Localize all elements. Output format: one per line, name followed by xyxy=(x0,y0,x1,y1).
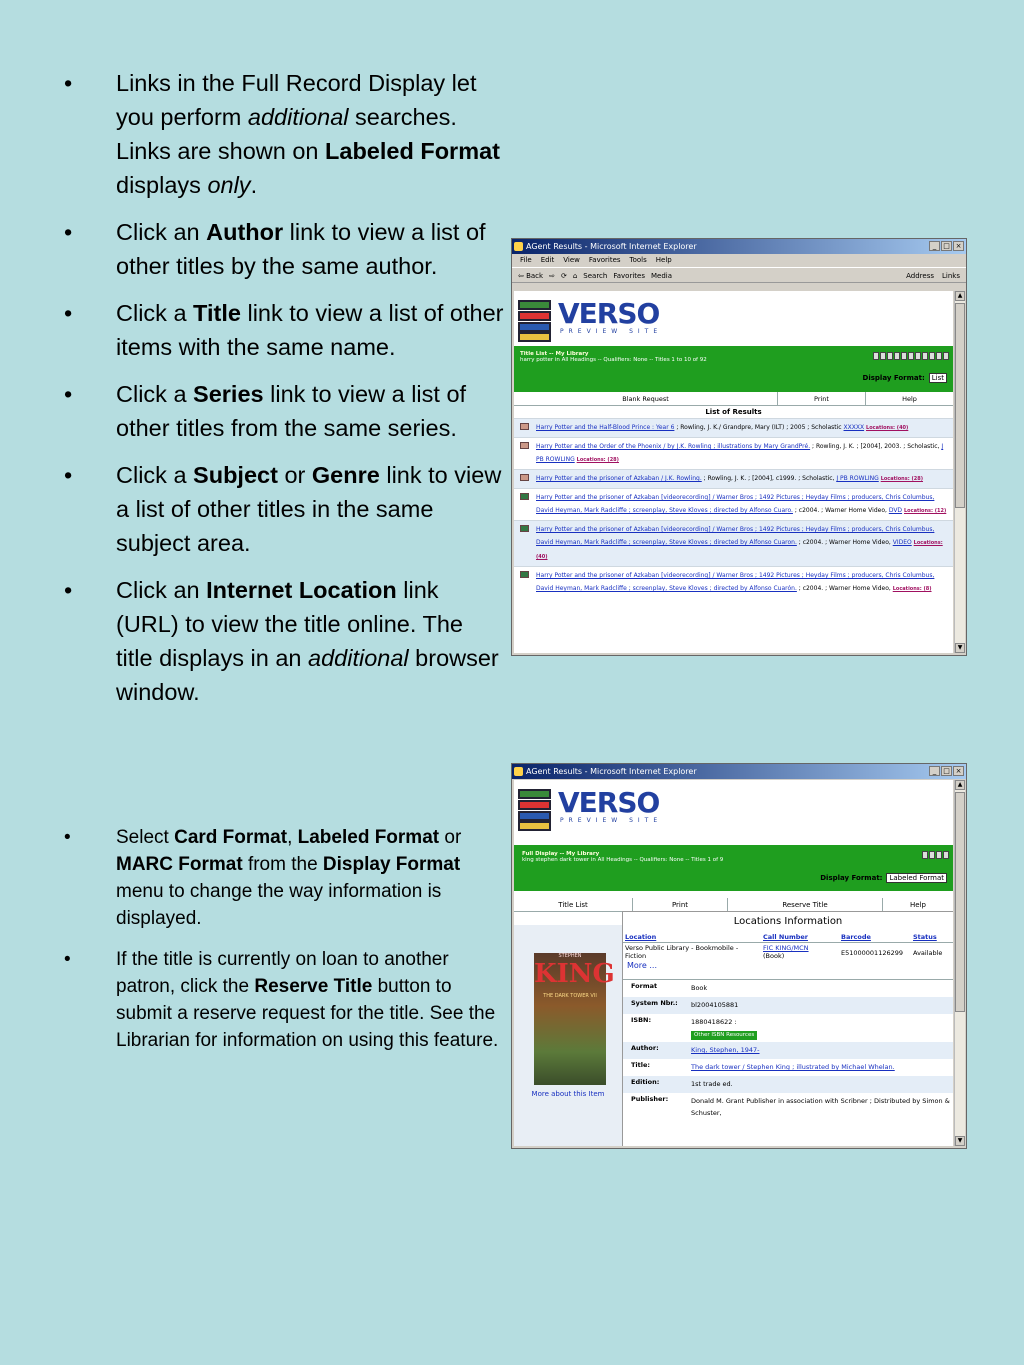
back-button[interactable]: ⇦ Back xyxy=(518,272,544,280)
logo-subtitle: PREVIEW SITE xyxy=(560,328,663,335)
field-value: bl2004105881 xyxy=(691,1001,739,1009)
result-details: ; c2004. ; Warner Home Video, xyxy=(792,507,889,514)
bullet-text: If the title is currently on loan to another patron, click the xyxy=(116,949,449,997)
help-button[interactable]: Help xyxy=(902,395,917,403)
bullet-item xyxy=(64,458,504,560)
field-label: ISBN: xyxy=(631,1016,652,1024)
status-cell: Available xyxy=(913,949,943,957)
books-icon xyxy=(518,789,551,831)
bullet-emphasis: only xyxy=(207,172,251,198)
bullet-text: browser window. xyxy=(116,645,499,705)
field-value-cell xyxy=(691,1078,953,1091)
bullet-text: Select xyxy=(116,827,175,848)
header-line1: Title List -- My Library xyxy=(520,351,589,357)
bullet-text: link to view a list of other titles from the same series. xyxy=(116,381,467,441)
format-bullet-list xyxy=(64,824,504,1068)
call-number-link[interactable]: DVD xyxy=(888,507,903,514)
call-number-cell xyxy=(761,943,839,962)
page-content xyxy=(514,291,953,653)
verso-logo xyxy=(514,780,953,835)
field-row xyxy=(623,980,953,997)
ie-icon xyxy=(514,767,523,776)
display-format-label: Display Format: xyxy=(862,374,925,382)
bullet-emphasis: additional xyxy=(308,645,409,671)
menu-help[interactable]: Help xyxy=(655,256,672,264)
action-bar xyxy=(514,392,953,406)
field-row xyxy=(623,1042,953,1059)
field-row xyxy=(623,1093,953,1121)
bullet-text: Click a xyxy=(116,381,194,407)
bullet-emphasis: Card Format xyxy=(174,827,288,848)
title-link[interactable]: Harry Potter and the prisoner of Azkaban [videorecording] / Warner Bros ; 1492 Pictures ; Heyday Films ; producers, Chris Columbus, David Heyman, Mark Radcliffe ; screenplay, Steve Kloves ; directed by Alfonso Cuaron. xyxy=(536,526,935,546)
menu-edit[interactable]: Edit xyxy=(540,256,555,264)
locations-link[interactable]: Locations: (28) xyxy=(880,476,923,482)
call-number-link[interactable]: VIDEO xyxy=(892,539,912,546)
display-format-label: Display Format: xyxy=(820,874,883,882)
call-number-link[interactable]: J PB ROWLING xyxy=(836,475,879,482)
video-icon xyxy=(520,493,529,500)
col-barcode[interactable]: Barcode xyxy=(839,932,911,943)
locations-link[interactable]: Locations: (28) xyxy=(576,457,619,463)
action-bar xyxy=(514,898,953,912)
record-fields xyxy=(623,979,953,1121)
display-format xyxy=(863,373,947,383)
back-label: Back xyxy=(526,272,544,280)
bullet-emphasis: Subject xyxy=(193,462,278,488)
bullet-emphasis: Internet Location xyxy=(206,577,397,603)
field-value: 1st trade ed. xyxy=(691,1080,733,1088)
call-number-type: (Book) xyxy=(763,952,785,960)
field-value-cell xyxy=(691,1044,953,1057)
close-icon[interactable]: × xyxy=(953,766,964,776)
list-item xyxy=(514,566,953,598)
help-button[interactable]: Help xyxy=(910,901,926,909)
blank-request-button[interactable]: Blank Request xyxy=(514,392,778,405)
col-status[interactable]: Status xyxy=(911,932,953,943)
title-link[interactable]: Harry Potter and the prisoner of Azkaban [videorecording] / Warner Bros ; 1492 Pictures ; Heyday Films ; producers, Chris Columbus, David Heyman, Mark Radcliffe ; screenplay, Steve Kloves ; directed by Alfonso Cuaro. xyxy=(536,494,935,514)
page-content xyxy=(514,780,953,1146)
book-icon xyxy=(520,474,529,481)
bullet-text: Links in the Full Record Display let you perform xyxy=(116,70,477,130)
field-link[interactable]: The dark tower / Stephen King ; illustrated by Michael Whelan. xyxy=(691,1063,895,1071)
bullet-item xyxy=(64,296,504,364)
logo-text: VERSO xyxy=(558,786,660,819)
list-item xyxy=(514,520,953,566)
vertical-scrollbar[interactable]: ▲ ▼ xyxy=(954,780,965,1146)
books-icon xyxy=(518,300,551,342)
field-row xyxy=(623,1014,953,1042)
col-location[interactable]: Location xyxy=(623,932,761,943)
list-item xyxy=(514,488,953,520)
header-line2: harry potter in All Headings -- Qualifiers: None -- Titles 1 to 10 of 92 xyxy=(520,357,707,363)
bullet-emphasis: Labeled Format xyxy=(297,827,440,848)
menu-bar xyxy=(512,254,966,267)
title-link[interactable]: Harry Potter and the Order of the Phoenix / by J.K. Rowling ; illustrations by Mary GrandPré. xyxy=(536,443,811,450)
record-details xyxy=(622,911,953,1146)
bullet-emphasis: Display Format xyxy=(322,854,461,875)
cover-column xyxy=(514,925,622,1146)
bullet-text: , xyxy=(287,827,298,848)
links-label[interactable]: Links xyxy=(942,272,960,280)
results-list xyxy=(514,418,953,598)
bullet-emphasis: Genre xyxy=(311,462,380,488)
header-line2: king stephen dark tower in All Headings -- Qualifiers: None -- Titles 1 of 9 xyxy=(522,857,724,863)
bullet-emphasis: additional xyxy=(247,104,349,130)
field-row xyxy=(623,1076,953,1093)
field-value: Donald M. Grant Publisher in association with Scribner ; Distributed by Simon & Schuster, xyxy=(691,1097,950,1117)
cover-author: STEPHEN xyxy=(558,953,582,959)
media-button[interactable] xyxy=(651,268,672,282)
bullet-text: Click an xyxy=(116,577,207,603)
home-icon[interactable]: ⌂ xyxy=(572,272,578,280)
field-value-cell xyxy=(691,982,953,995)
field-value-cell xyxy=(691,1095,953,1119)
media-label: Media xyxy=(650,272,673,280)
reserve-title-button[interactable]: Reserve Title xyxy=(728,898,883,911)
favorites-button[interactable] xyxy=(613,268,645,282)
bullet-item xyxy=(64,377,504,445)
print-button[interactable]: Print xyxy=(633,898,728,911)
title-link[interactable]: Harry Potter and the prisoner of Azkaban [videorecording] / Warner Bros ; 1492 Pictures ; Heyday Films ; producers, Chris Columbus, David Heyman, Mark Radcliffe ; screenplay, Steve Kloves ; directed by Alfonso Cuarón. xyxy=(536,572,935,592)
window-title: AGent Results - Microsoft Internet Explorer xyxy=(526,242,697,251)
bullet-text: . xyxy=(250,172,258,198)
bullet-item xyxy=(64,573,504,709)
minimize-icon[interactable]: _ xyxy=(929,766,940,776)
book-icon xyxy=(520,442,529,449)
search-label: Search xyxy=(583,272,608,280)
result-details: ; Rowling, J. K./ Grandpre, Mary (ILT) ; 2005 ; Scholastic xyxy=(674,424,844,431)
bullet-text: button to submit a reserve request for the title. See the Librarian for information on using this feature. xyxy=(116,976,499,1051)
field-label: Title: xyxy=(631,1061,651,1069)
browser-toolbar xyxy=(512,267,966,283)
video-icon xyxy=(520,525,529,532)
field-link[interactable]: King, Stephen, 1947- xyxy=(691,1046,760,1054)
locations-title: Locations Information xyxy=(733,916,843,927)
close-icon[interactable]: × xyxy=(953,241,964,251)
barcode-cell: E51000001126299 xyxy=(841,949,904,957)
cover-subtitle: THE DARK TOWER VII xyxy=(543,993,597,999)
ie-icon xyxy=(514,242,523,251)
bullet-text: link (URL) to view the title online. The title displays in an xyxy=(116,577,464,671)
results-header xyxy=(514,346,953,392)
bullet-item xyxy=(64,824,504,932)
locations-link[interactable]: Locations: (8) xyxy=(892,586,932,592)
bullet-text: searches. Links are shown on xyxy=(116,104,457,164)
location-cell: Verso Public Library - Bookmobile - Fiction xyxy=(625,944,739,960)
bullet-emphasis: Labeled Format xyxy=(325,138,500,164)
list-item xyxy=(514,469,953,488)
window-titlebar xyxy=(512,239,966,254)
logo-text: VERSO xyxy=(558,297,660,330)
pager[interactable] xyxy=(873,352,949,360)
display-format-select[interactable]: List xyxy=(929,373,947,383)
bullet-text: displays xyxy=(116,172,208,198)
field-row xyxy=(623,1059,953,1076)
title-link[interactable]: Harry Potter and the prisoner of Azkaban / J.K. Rowling. xyxy=(536,475,702,482)
bullet-item xyxy=(64,946,504,1054)
window-title: AGent Results - Microsoft Internet Explorer xyxy=(526,767,697,776)
call-number-link[interactable]: XXXXX xyxy=(843,424,865,431)
field-value-cell xyxy=(691,1061,953,1074)
field-value-cell xyxy=(691,999,953,1012)
bullet-text: Click a xyxy=(116,300,194,326)
menu-view[interactable]: View xyxy=(563,256,580,264)
bullet-emphasis: MARC Format xyxy=(116,854,243,875)
table-row xyxy=(623,943,953,962)
list-item xyxy=(514,418,953,437)
list-item xyxy=(514,437,953,469)
more-link-text[interactable]: More ... xyxy=(627,961,658,970)
other-isbn-resources-button[interactable]: Other ISBN Resources xyxy=(691,1031,757,1040)
field-value: 1880418622 : xyxy=(691,1018,737,1026)
bullet-emphasis: Series xyxy=(193,381,264,407)
bullet-item xyxy=(64,215,504,283)
result-details: ; Rowling, J. K. ; [2004], c1999. ; Scholastic, xyxy=(701,475,837,482)
menu-file[interactable]: File xyxy=(520,256,532,264)
logo-subtitle: PREVIEW SITE xyxy=(560,817,663,824)
address-label[interactable]: Address xyxy=(906,272,935,280)
field-label: Edition: xyxy=(631,1078,660,1086)
result-details: ; Rowling, J. K. ; [2004], 2003. ; Scholastic, xyxy=(810,443,942,450)
cover-name: KING xyxy=(534,959,615,989)
search-button[interactable] xyxy=(583,268,607,282)
vertical-scrollbar[interactable]: ▲ ▼ xyxy=(954,291,965,653)
result-details: ; c2004. ; Warner Home Video, xyxy=(796,539,893,546)
print-button[interactable]: Print xyxy=(778,392,866,405)
display-format xyxy=(820,873,947,883)
locations-link[interactable]: Locations: (12) xyxy=(903,508,947,514)
book-cover-image[interactable] xyxy=(534,953,615,1085)
bullet-emphasis: Reserve Title xyxy=(254,976,373,997)
browser-window-full-display xyxy=(511,763,967,1149)
bullet-text: Click a xyxy=(116,462,194,488)
field-row xyxy=(623,997,953,1014)
bullet-text: link to view a list of other titles by the same author. xyxy=(116,219,486,279)
maximize-icon[interactable]: □ xyxy=(941,766,952,776)
menu-favorites[interactable]: Favorites xyxy=(588,256,621,264)
title-list-button[interactable]: Title List xyxy=(514,898,633,911)
field-label: Author: xyxy=(631,1044,659,1052)
field-value-cell xyxy=(691,1016,953,1040)
forward-icon[interactable]: ⇨ xyxy=(549,272,555,280)
field-label: Format xyxy=(631,982,658,990)
bullet-text: or xyxy=(277,462,312,488)
browser-window-title-list xyxy=(511,238,967,656)
book-icon xyxy=(520,423,529,430)
call-number-link[interactable]: FIC KING/MCN xyxy=(763,944,809,952)
bullet-text: from the xyxy=(242,854,323,875)
verso-logo xyxy=(514,291,953,346)
bullet-text: or xyxy=(439,827,462,848)
bullet-item xyxy=(64,66,504,202)
field-value: Book xyxy=(691,984,708,992)
display-format-select[interactable]: Labeled Format xyxy=(886,873,947,883)
col-call-number[interactable]: Call Number xyxy=(761,932,839,943)
bullet-text: link to view a list of other titles in the same subject area. xyxy=(116,462,502,556)
call-number-link[interactable]: J PB ROWLING xyxy=(536,443,944,463)
field-label: System Nbr.: xyxy=(631,999,678,1007)
favorites-label: Favorites xyxy=(613,272,645,280)
list-title: List of Results xyxy=(705,408,762,416)
menu-tools[interactable]: Tools xyxy=(629,256,647,264)
bullet-emphasis: Author xyxy=(206,219,284,245)
locations-link[interactable]: Locations: (40) xyxy=(536,540,943,560)
refresh-icon[interactable]: ⟳ xyxy=(560,272,567,280)
field-label: Publisher: xyxy=(631,1095,669,1103)
bullet-emphasis: Title xyxy=(193,300,241,326)
locations-table xyxy=(623,932,953,961)
header-line1: Full Display -- My Library xyxy=(522,851,600,857)
bullet-text: menu to change the way information is displayed. xyxy=(116,881,442,929)
full-display-header xyxy=(514,845,953,891)
video-icon xyxy=(520,571,529,578)
bullet-text: link to view a list of other items with the same name. xyxy=(116,300,504,360)
result-details: ; c2004. ; Warner Home Video, xyxy=(796,585,893,592)
minimize-icon[interactable]: _ xyxy=(929,241,940,251)
record-pager[interactable] xyxy=(922,851,949,859)
more-link[interactable] xyxy=(623,961,953,979)
bullet-text: Click an xyxy=(116,219,207,245)
feature-bullet-list xyxy=(64,66,504,722)
locations-link[interactable]: Locations: (40) xyxy=(866,425,909,431)
maximize-icon[interactable]: □ xyxy=(941,241,952,251)
window-titlebar xyxy=(512,764,966,779)
more-about-link[interactable]: More about this Item xyxy=(531,1090,605,1098)
title-link[interactable]: Harry Potter and the Half-Blood Prince : Year 6 xyxy=(536,424,675,431)
